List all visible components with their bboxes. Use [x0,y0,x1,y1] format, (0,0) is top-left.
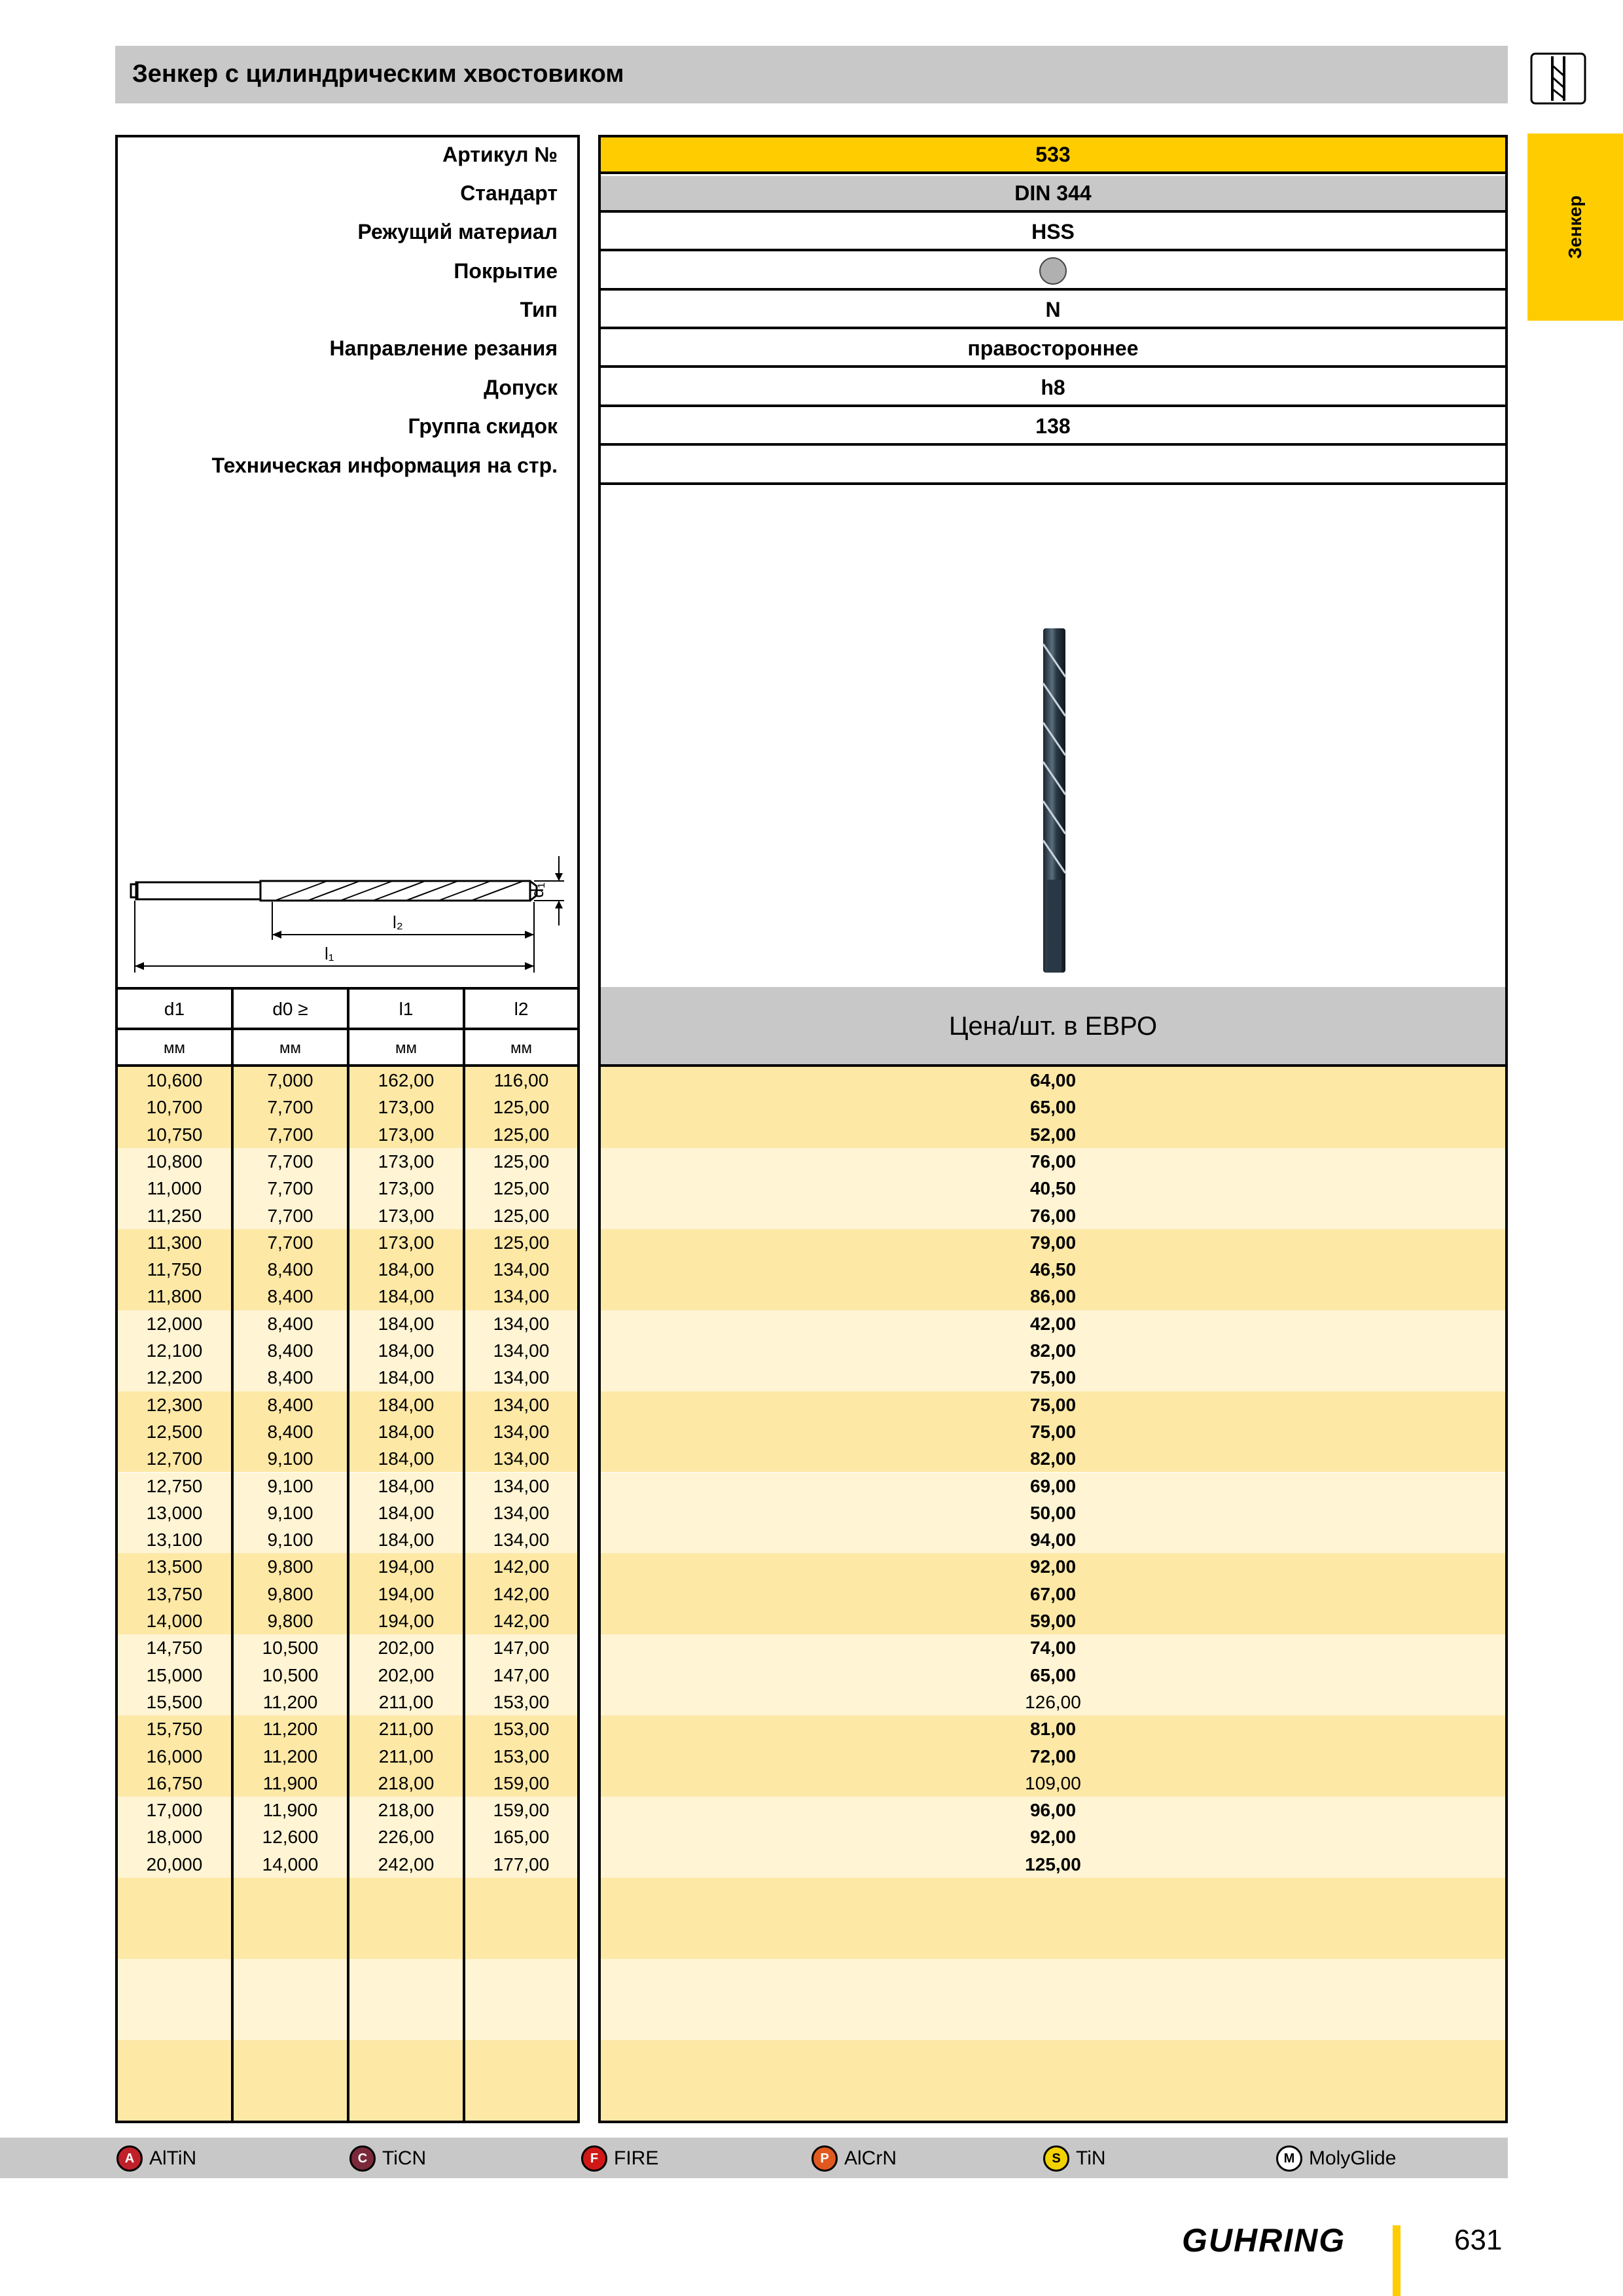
cell-l2: 116,00 [493,1070,549,1090]
cell-l2: 125,00 [493,1124,550,1145]
cell-d0: 8,400 [267,1313,313,1334]
cell-l1: 211,00 [378,1746,434,1767]
cell-l2: 153,00 [493,1719,550,1740]
table-row [118,1689,577,1715]
value-standard [601,176,1505,213]
cell-l2: 125,00 [493,1097,550,1118]
cell-d0: 7,700 [267,1124,313,1145]
cell-l2: 125,00 [493,1232,550,1253]
cell-l2: 159,00 [493,1772,550,1793]
label-tolerance: Допуск [484,376,558,399]
cell-l2: 142,00 [493,1556,550,1577]
l2-dimension-label: l₂ [393,912,403,932]
legend-item-tin [1043,2144,1106,2173]
cell-d0: 8,400 [267,1340,313,1361]
value-cutting-material [601,215,1505,251]
cell-d1: 13,500 [146,1556,203,1577]
price-cell: 79,00 [1029,1232,1077,1253]
cell-d1: 11,000 [147,1178,202,1199]
cell-l1: 202,00 [378,1664,435,1685]
cell-l1: 173,00 [378,1205,435,1226]
price-cell: 86,00 [1029,1286,1077,1307]
table-band [601,1878,1505,1959]
cell-d1: 13,000 [146,1502,203,1523]
legend-label: FIRE [614,2147,659,2169]
legend-item-alcrn [812,2144,897,2173]
cell-l1: 202,00 [378,1638,435,1659]
column-header-d0-label: d0 ≥ [272,999,308,1019]
value-tolerance [601,370,1505,407]
coating-altin-icon: A [116,2145,143,2172]
cell-l1: 194,00 [378,1611,435,1631]
table-row [118,1094,577,1121]
table-row [118,1202,577,1229]
cell-l1: 173,00 [378,1178,435,1199]
table-row [118,1634,577,1661]
cell-d0: 9,100 [267,1502,313,1523]
cell-d1: 12,300 [146,1394,203,1415]
cell-d0: 9,100 [267,1475,313,1496]
legend-label: TiCN [382,2147,427,2169]
price-cell: 40,50 [1029,1178,1077,1199]
cell-l1: 211,00 [378,1691,434,1712]
legend-item-altin [116,2144,196,2173]
cell-d1: 11,300 [147,1232,202,1253]
cell-l1: 226,00 [378,1827,435,1848]
cell-d1: 11,750 [147,1259,202,1280]
cell-l2: 134,00 [493,1475,550,1496]
cell-d0: 9,800 [267,1583,313,1604]
cell-l2: 153,00 [493,1691,550,1712]
price-cell: 76,00 [1029,1205,1077,1226]
coating-legend [0,2138,1508,2178]
properties-label-panel [115,135,580,987]
price-cell: 65,00 [1029,1664,1077,1685]
column-header-d1 [115,987,234,1067]
cell-l1: 184,00 [378,1394,435,1415]
table-row [118,1553,577,1580]
cell-l2: 147,00 [493,1664,550,1685]
value-article [601,137,1505,174]
price-cell: 81,00 [1029,1719,1077,1740]
cell-d1: 13,100 [146,1530,203,1551]
table-row [118,1337,577,1364]
column-header-l1-label: l1 [399,999,414,1019]
cell-l1: 173,00 [378,1124,435,1145]
cell-l2: 134,00 [493,1286,550,1307]
cell-d1: 10,750 [146,1124,203,1145]
cell-d0: 7,700 [267,1178,313,1199]
value-tech-info [601,448,1505,485]
label-article: Артикул № [442,143,558,166]
cell-d1: 14,000 [146,1611,203,1631]
cell-l1: 242,00 [378,1854,435,1874]
cell-l2: 142,00 [493,1611,550,1631]
label-discount-group: Группа скидок [408,414,558,438]
cell-l2: 134,00 [493,1259,550,1280]
cell-d1: 16,000 [146,1746,203,1767]
cell-d1: 10,800 [146,1151,203,1172]
cell-l1: 184,00 [378,1530,435,1551]
cell-l2: 134,00 [493,1340,550,1361]
cell-d0: 8,400 [267,1421,313,1442]
value-standard-text: DIN 344 [1014,181,1092,205]
label-cutting-direction: Направление резания [329,336,558,360]
page-title: Зенкер с цилиндрическим хвостовиком [132,60,624,88]
price-cell: 82,00 [1029,1340,1077,1361]
price-cell: 75,00 [1029,1394,1077,1415]
legend-label: MolyGlide [1309,2147,1397,2169]
table-row [118,1148,577,1175]
column-header-d0-unit: мм [279,1039,301,1057]
cell-d1: 15,750 [146,1719,203,1740]
legend-label: AlCrN [844,2147,897,2169]
table-row [118,1715,577,1742]
table-row [118,1473,577,1499]
price-cell: 75,00 [1029,1421,1077,1442]
table-row [118,1445,577,1472]
table-row [118,1121,577,1148]
table-row [118,1229,577,1256]
price-cell: 76,00 [1029,1151,1077,1172]
cell-l2: 125,00 [493,1178,550,1199]
price-cell: 69,00 [1029,1475,1077,1496]
cell-d0: 10,500 [262,1664,319,1685]
table-row [118,1607,577,1634]
cell-d0: 8,400 [267,1367,313,1388]
column-header-l2 [463,987,580,1067]
cell-l1: 211,00 [378,1719,434,1740]
cell-d1: 12,700 [146,1448,203,1469]
table-row [118,1851,577,1878]
cell-l1: 184,00 [378,1286,435,1307]
cell-d0: 8,400 [267,1286,313,1307]
price-cell: 82,00 [1029,1448,1077,1469]
column-header-l2-label: l2 [514,999,529,1019]
price-cell: 94,00 [1029,1530,1077,1551]
cell-l2: 134,00 [493,1530,550,1551]
dimensions-table [115,1067,580,2123]
cell-l1: 194,00 [378,1556,435,1577]
cell-l2: 134,00 [493,1421,550,1442]
price-cell: 46,50 [1029,1259,1077,1280]
l1-dimension-label: l₁ [325,944,334,963]
table-row [118,1067,577,1094]
price-cell: 67,00 [1029,1583,1077,1604]
value-cutting-direction-text: правостороннее [967,336,1139,360]
cell-d0: 7,700 [267,1205,313,1226]
table-row [118,1256,577,1283]
table-row [118,1175,577,1202]
cell-d1: 15,500 [146,1691,203,1712]
value-discount-group [601,409,1505,446]
cell-d0: 10,500 [262,1638,319,1659]
price-cell: 65,00 [1029,1097,1077,1118]
cell-l2: 177,00 [493,1854,550,1874]
legend-label: TiN [1076,2147,1106,2169]
table-row [118,1743,577,1770]
value-cutting-material-text: HSS [1031,219,1075,243]
cell-d1: 12,000 [146,1313,203,1334]
footer-accent-bar [1393,2225,1400,2296]
cell-d1: 20,000 [146,1854,203,1874]
cell-d0: 7,700 [267,1232,313,1253]
cell-d0: 11,900 [262,1800,318,1821]
tool-dimension-diagram [118,137,577,990]
table-row [118,1418,577,1445]
section-side-tab[interactable] [1527,134,1623,321]
column-header-d1-unit: мм [164,1039,185,1057]
cell-l1: 194,00 [378,1583,435,1604]
price-cell: 126,00 [1025,1691,1081,1712]
cell-l1: 218,00 [378,1800,435,1821]
value-discount-group-text: 138 [1035,414,1071,438]
price-cell: 109,00 [1025,1772,1081,1793]
table-row [118,1581,577,1607]
table-band [601,2040,1505,2121]
column-header-l1-unit: мм [395,1039,417,1057]
cell-l1: 184,00 [378,1259,435,1280]
cell-d1: 16,750 [146,1772,203,1793]
cell-d1: 13,750 [146,1583,203,1604]
price-cell: 74,00 [1029,1638,1077,1659]
value-type-text: N [1045,297,1061,321]
cell-d1: 11,250 [147,1205,202,1226]
label-coating: Покрытие [454,259,558,283]
value-cutting-direction [601,331,1505,368]
table-row [118,1662,577,1689]
coating-ticn-icon: C [349,2145,376,2172]
cell-l1: 184,00 [378,1340,435,1361]
section-side-tab-label: Зенкер [1565,195,1585,259]
uncoated-circle-icon [1039,257,1067,285]
coating-alcrn-icon: P [812,2145,838,2172]
cell-l1: 162,00 [378,1070,435,1090]
price-cell: 42,00 [1029,1313,1077,1334]
cell-d0: 12,600 [262,1827,319,1848]
cell-l2: 134,00 [493,1313,550,1334]
cell-d1: 10,600 [146,1070,203,1090]
cell-l1: 184,00 [378,1313,435,1334]
value-coating [601,254,1505,291]
label-cutting-material: Режущий материал [357,220,558,243]
table-row [118,1526,577,1553]
table-row [118,1797,577,1823]
cell-l1: 184,00 [378,1502,435,1523]
cell-l1: 184,00 [378,1475,435,1496]
legend-item-molyglide [1276,2144,1396,2173]
cell-l2: 159,00 [493,1800,550,1821]
label-tech-info: Техническая информация на стр. [211,454,558,477]
cell-l1: 184,00 [378,1448,435,1469]
cell-d0: 9,800 [267,1611,313,1631]
coating-fire-icon: F [581,2145,607,2172]
cell-d0: 7,700 [267,1151,313,1172]
cell-d1: 15,000 [146,1664,203,1685]
value-tolerance-text: h8 [1041,375,1065,399]
cell-l2: 134,00 [493,1394,550,1415]
cell-d1: 12,200 [146,1367,203,1388]
cell-d0: 11,200 [262,1691,318,1712]
cell-d0: 8,400 [267,1394,313,1415]
cell-l1: 173,00 [378,1151,435,1172]
brand-logo: GUHRING [1182,2222,1346,2259]
cell-l1: 184,00 [378,1421,435,1442]
cell-l2: 125,00 [493,1151,550,1172]
cell-d0: 11,200 [262,1746,318,1767]
price-cell: 50,00 [1029,1502,1077,1523]
cell-l2: 134,00 [493,1367,550,1388]
price-cell: 92,00 [1029,1556,1077,1577]
cell-d1: 18,000 [146,1827,203,1848]
product-image [601,487,1505,988]
column-header-d0 [231,987,349,1067]
table-row [118,1823,577,1850]
label-type: Тип [520,298,558,321]
price-cell: 59,00 [1029,1611,1077,1631]
table-band [601,1959,1505,2040]
cell-d0: 7,700 [267,1097,313,1118]
price-cell: 64,00 [1029,1070,1077,1090]
legend-item-ticn [349,2144,426,2173]
coating-tin-icon: S [1043,2145,1069,2172]
cell-d1: 17,000 [146,1800,203,1821]
cell-d0: 9,800 [267,1556,313,1577]
legend-label: AlTiN [149,2147,197,2169]
price-cell: 96,00 [1029,1800,1077,1821]
cell-d1: 12,750 [146,1475,203,1496]
table-row [118,1283,577,1310]
value-type [601,293,1505,329]
cell-l2: 147,00 [493,1638,550,1659]
coating-molyglide-icon: M [1276,2145,1302,2172]
price-cell: 72,00 [1029,1746,1077,1767]
price-table [598,1067,1508,2123]
cell-l2: 165,00 [493,1827,550,1848]
column-header-d1-label: d1 [164,999,185,1019]
cell-l2: 125,00 [493,1205,550,1226]
cell-d1: 14,750 [146,1638,203,1659]
cell-l1: 184,00 [378,1367,435,1388]
cell-l1: 173,00 [378,1232,435,1253]
properties-value-panel [598,135,1508,987]
cell-d0: 8,400 [267,1259,313,1280]
table-row [118,1364,577,1391]
cell-l1: 173,00 [378,1097,435,1118]
d1-dimension-label: d₁ [527,882,547,898]
cell-d0: 7,000 [267,1070,313,1090]
price-column-header [598,987,1508,1067]
cell-d1: 12,100 [146,1340,203,1361]
cell-d0: 9,100 [267,1448,313,1469]
countersink-logo-icon [1530,52,1586,105]
column-header-l2-unit: мм [510,1039,532,1057]
cell-l2: 153,00 [493,1746,550,1767]
table-row [118,1499,577,1526]
page-title-bar [115,46,1508,103]
legend-item-fire [581,2144,658,2173]
cell-d0: 11,200 [262,1719,318,1740]
cell-d0: 9,100 [267,1530,313,1551]
value-article-text: 533 [1035,142,1071,166]
cell-d1: 10,700 [146,1097,203,1118]
cell-l2: 142,00 [493,1583,550,1604]
cell-d0: 14,000 [262,1854,319,1874]
price-cell: 125,00 [1025,1854,1081,1874]
column-header-l1 [347,987,465,1067]
cell-d0: 11,900 [262,1772,318,1793]
page-number: 631 [1454,2224,1503,2256]
table-row [118,1391,577,1418]
price-column-header-label: Цена/шт. в ЕВРО [948,1012,1158,1041]
table-row [118,1310,577,1337]
price-cell: 52,00 [1029,1124,1077,1145]
price-cell: 92,00 [1029,1827,1077,1848]
cell-l1: 218,00 [378,1772,435,1793]
label-standard: Стандарт [460,181,558,205]
price-cell: 75,00 [1029,1367,1077,1388]
cell-d1: 11,800 [147,1286,202,1307]
table-row [118,1770,577,1797]
cell-d1: 12,500 [146,1421,203,1442]
cell-l2: 134,00 [493,1502,550,1523]
cell-l2: 134,00 [493,1448,550,1469]
